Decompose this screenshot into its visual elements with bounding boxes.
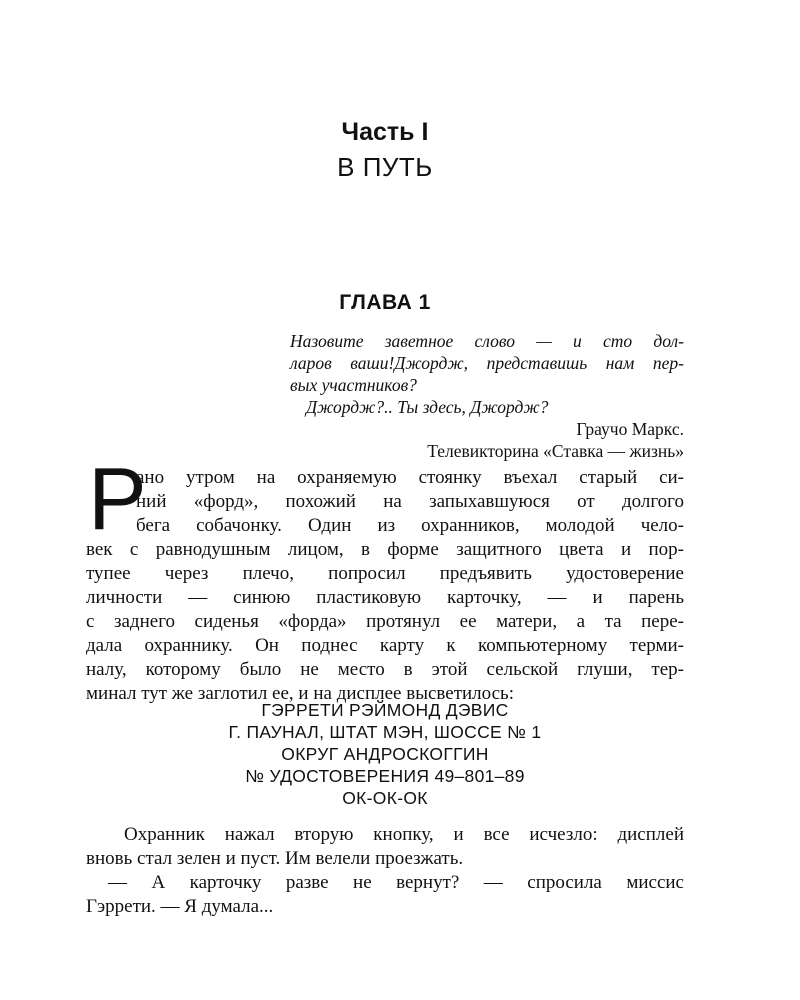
part-label: Часть I (341, 118, 429, 146)
epigraph-line: Назовите заветное слово — и сто дол- (290, 331, 684, 351)
chapter-title: ГЛАВА 1 (339, 291, 431, 314)
paragraph-line: минал тут же заглотил ее, и на дисплее высветилось: (86, 683, 514, 704)
paragraph-line: тупее через плечо, попросил предъявить удостоверение (86, 563, 684, 584)
terminal-line: ГЭРРЕТИ РЭЙМОНД ДЭВИС (261, 700, 509, 720)
epigraph-line: Джордж?.. Ты здесь, Джордж? (306, 397, 549, 417)
paragraph-line: дала охраннику. Он поднес карту к компьютерному терми- (86, 635, 684, 656)
epigraph-line: ларов ваши!Джордж, представишь нам пер- (290, 353, 684, 373)
paragraph-line: ний «форд», похожий на запыхавшуюся от долгого (136, 491, 684, 512)
paragraph-line: век с равнодушным лицом, в форме защитного цвета и пор- (86, 539, 684, 560)
epigraph-line: вых участников? (290, 375, 417, 395)
paragraph-line: бега собачонку. Один из охранников, молодой чело- (136, 515, 684, 536)
paragraph-line: личности — синюю пластиковую карточку, — и парень (86, 587, 684, 608)
terminal-line: ОК-ОК-ОК (342, 788, 428, 808)
paragraph-line: вновь стал зелен и пуст. Им велели проезжать. (86, 848, 464, 869)
terminal-line: ОКРУГ АНДРОСКОГГИН (281, 744, 489, 764)
dialogue-line: Гэррети. — Я думала... (86, 896, 274, 917)
epigraph-attribution-source: Телевикторина «Ставка — жизнь» (427, 441, 684, 461)
paragraph-line: Охранник нажал вторую кнопку, и все исчезло: дисплей (124, 824, 684, 845)
paragraph-closing (86, 823, 684, 919)
terminal-line: № УДОСТОВЕРЕНИЯ 49–801–89 (245, 766, 525, 786)
part-title: В ПУТЬ (337, 152, 433, 182)
terminal-line: Г. ПАУНАЛ, ШТАТ МЭН, ШОССЕ № 1 (228, 722, 542, 742)
dialogue-line: — А карточку разве не вернут? — спросила миссис (108, 872, 684, 893)
terminal-display (0, 699, 770, 809)
paragraph-opening (86, 466, 684, 706)
paragraph-line: с заднего сиденья «форда» протянул ее матери, а та пере- (86, 611, 684, 632)
paragraph-line: ано утром на охраняемую стоянку въехал старый си- (136, 467, 684, 488)
epigraph-attribution-name: Граучо Маркс. (576, 419, 684, 439)
paragraph-line: налу, которому было не место в этой сельской глуши, тер- (86, 659, 684, 680)
epigraph (290, 330, 684, 462)
drop-cap: Р (88, 449, 147, 548)
